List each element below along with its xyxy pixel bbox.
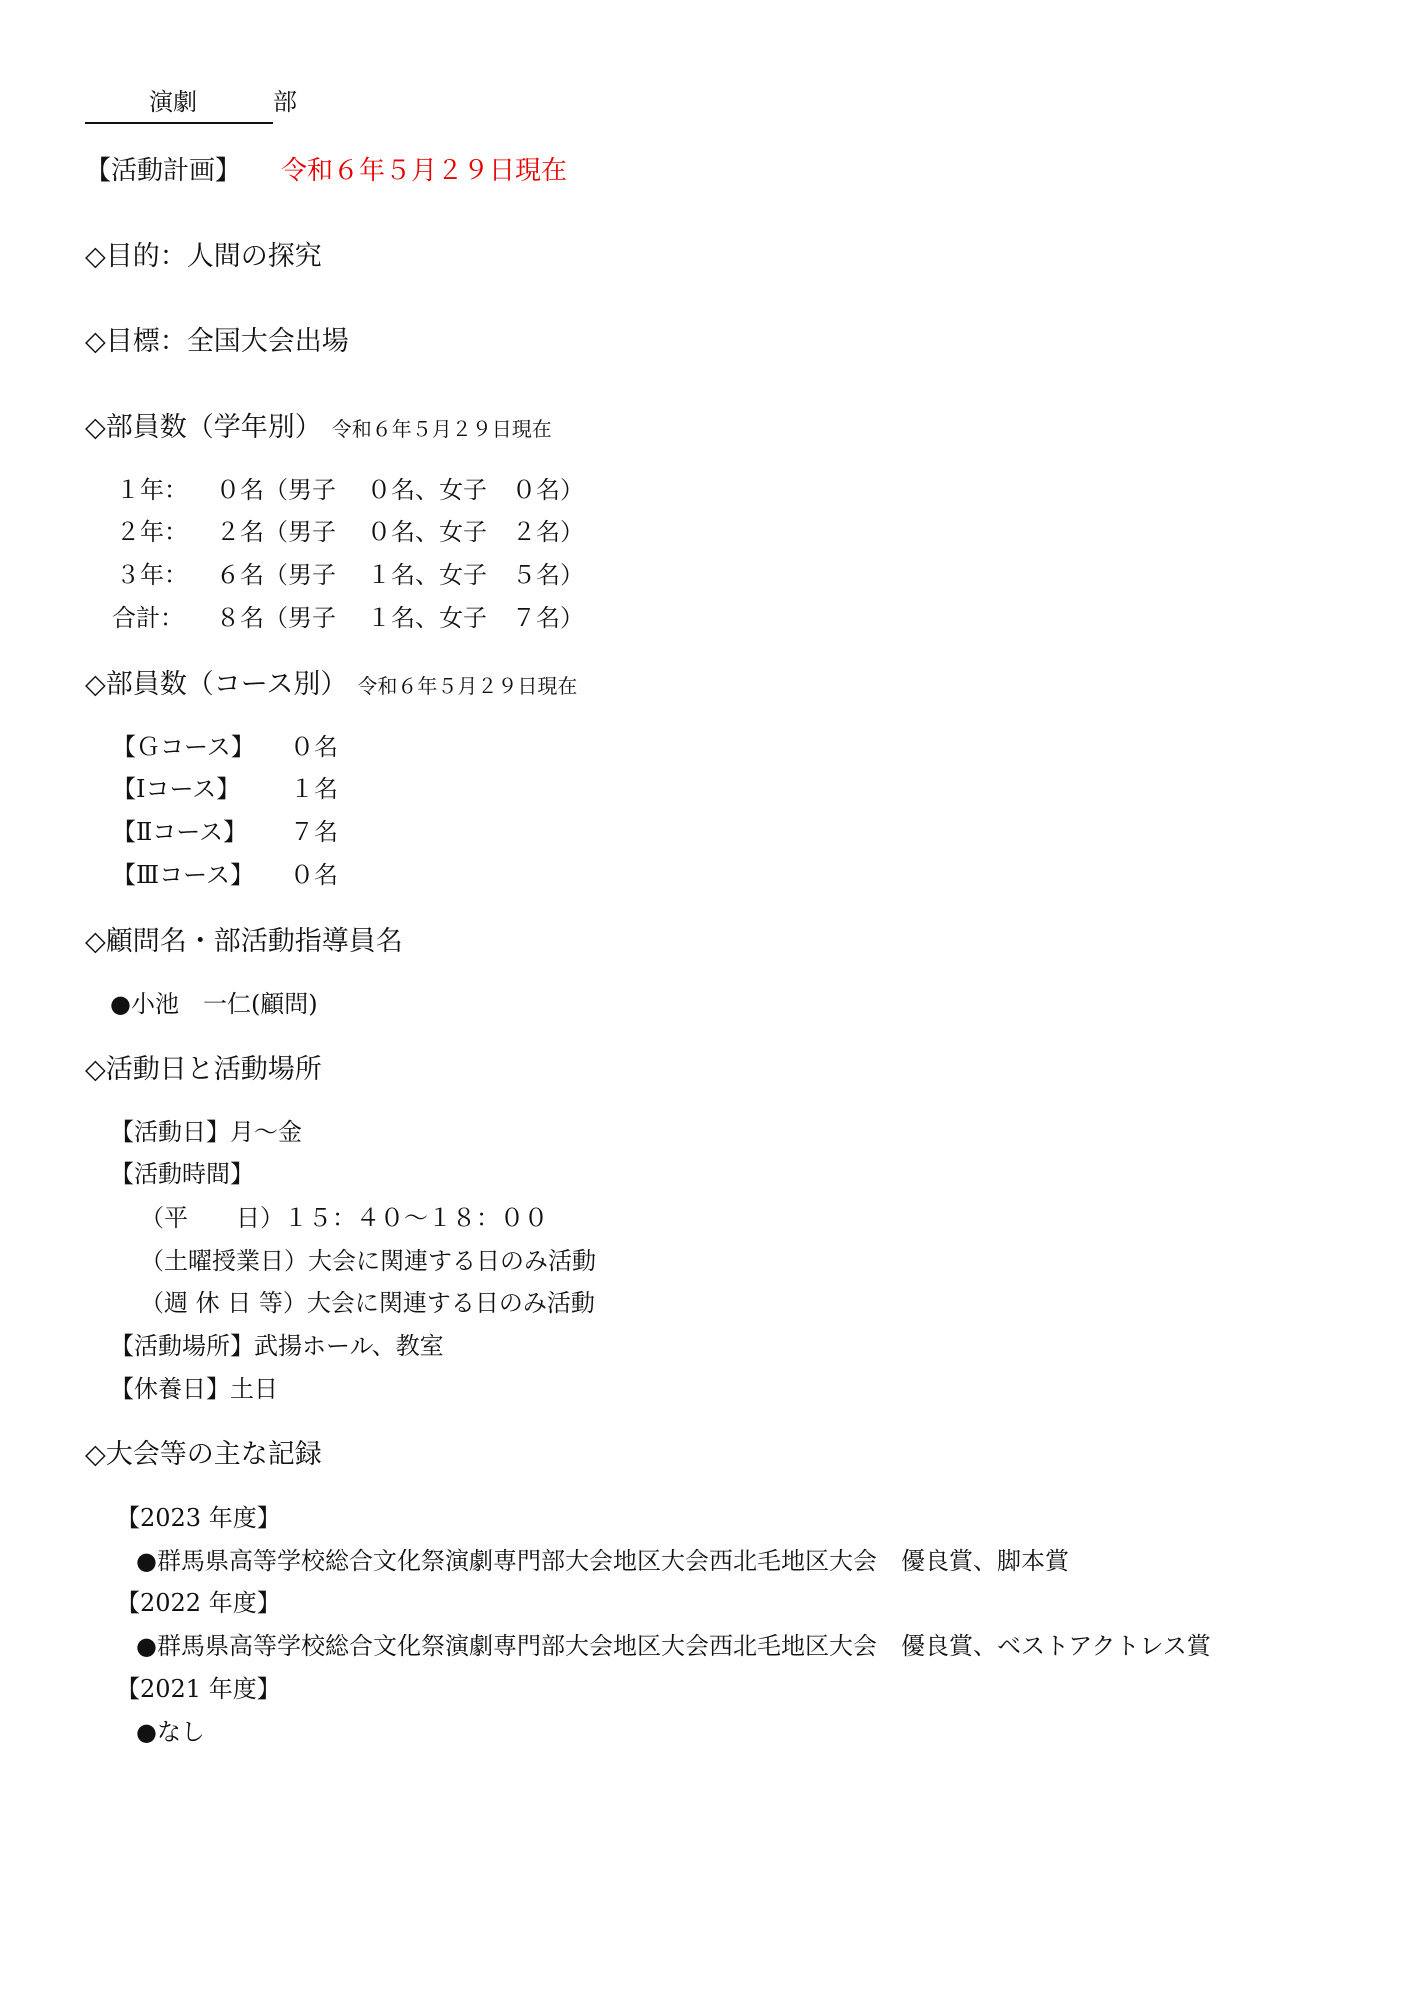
course-count: ７名 [290,818,338,846]
grade-total: ２名（男子 [216,518,336,546]
grade-female: ２名） [512,518,584,546]
members-grade-heading [85,414,552,441]
grade-female: ７名） [512,604,584,632]
course-label: 【Ｇコース】 [112,733,255,761]
activity-place: 【活動場所】武揚ホール、教室 [110,1332,444,1360]
activity-heading: ◇活動日と活動場所 [85,1054,322,1085]
club-suffix: 部 [273,88,297,116]
plan-label: 【活動計画】 [85,156,242,186]
members-grade-date: 令和６年５月２９日現在 [331,417,552,441]
grade-female: ０名） [512,476,584,504]
course-label: 【Ⅲコース】 [112,861,254,889]
course-count: ０名 [290,733,338,761]
club-name: 演劇 [85,90,273,124]
plan-header [85,158,567,184]
grade-label: １年： [116,476,188,504]
grade-male: ０名、女子 [367,476,487,504]
activity-time-saturday: （土曜授業日）大会に関連する日のみ活動 [140,1247,596,1275]
activity-rest: 【休養日】土日 [110,1375,278,1403]
record-item: ●群馬県高等学校総合文化祭演劇専門部大会地区大会西北毛地区大会 優良賞、脚本賞 [136,1547,1069,1575]
advisors-heading: ◇顧問名・部活動指導員名 [85,926,403,957]
purpose-line: ◇目的：人間の探究 [85,241,322,272]
course-label: 【Ⅰコース】 [112,775,241,803]
record-item: ●群馬県高等学校総合文化祭演劇専門部大会地区大会西北毛地区大会 優良賞、ベストアクトレス賞 [136,1632,1211,1660]
record-year: 【2021 年度】 [116,1675,281,1703]
club-name-line [85,90,297,124]
grade-male: ０名、女子 [367,518,487,546]
course-count: １名 [290,775,338,803]
grade-total: ８名（男子 [216,604,336,632]
grade-male: １名、女子 [367,561,487,589]
plan-date: 令和６年５月２９日現在 [281,156,568,186]
activity-time-weekday: （平 日）１５：４０～１８：００ [140,1204,548,1232]
advisor-item: ●小池 一仁(顧問) [110,990,318,1018]
records-heading: ◇大会等の主な記録 [85,1439,322,1470]
members-course-date: 令和６年５月２９日現在 [357,674,578,698]
members-course-heading [85,671,577,698]
grade-male: １名、女子 [367,604,487,632]
grade-female: ５名） [512,561,584,589]
activity-days: 【活動日】月～金 [110,1118,302,1146]
activity-time-label: 【活動時間】 [110,1160,254,1188]
course-label: 【Ⅱコース】 [112,818,248,846]
members-grade-title: ◇部員数（学年別） [85,412,322,443]
grade-total: ６名（男子 [216,561,336,589]
course-count: ０名 [290,861,338,889]
grade-label: ３年： [116,561,188,589]
grade-total: ０名（男子 [216,476,336,504]
members-course-title: ◇部員数（コース別） [85,669,348,700]
grade-label: ２年： [116,518,188,546]
record-year: 【2023 年度】 [116,1504,281,1532]
record-year: 【2022 年度】 [116,1589,281,1617]
grade-label: 合計： [112,604,184,632]
goal-line: ◇目標：全国大会出場 [85,326,349,357]
record-item: ●なし [136,1718,205,1746]
activity-time-holiday: （週 休 日 等）大会に関連する日のみ活動 [140,1289,595,1317]
